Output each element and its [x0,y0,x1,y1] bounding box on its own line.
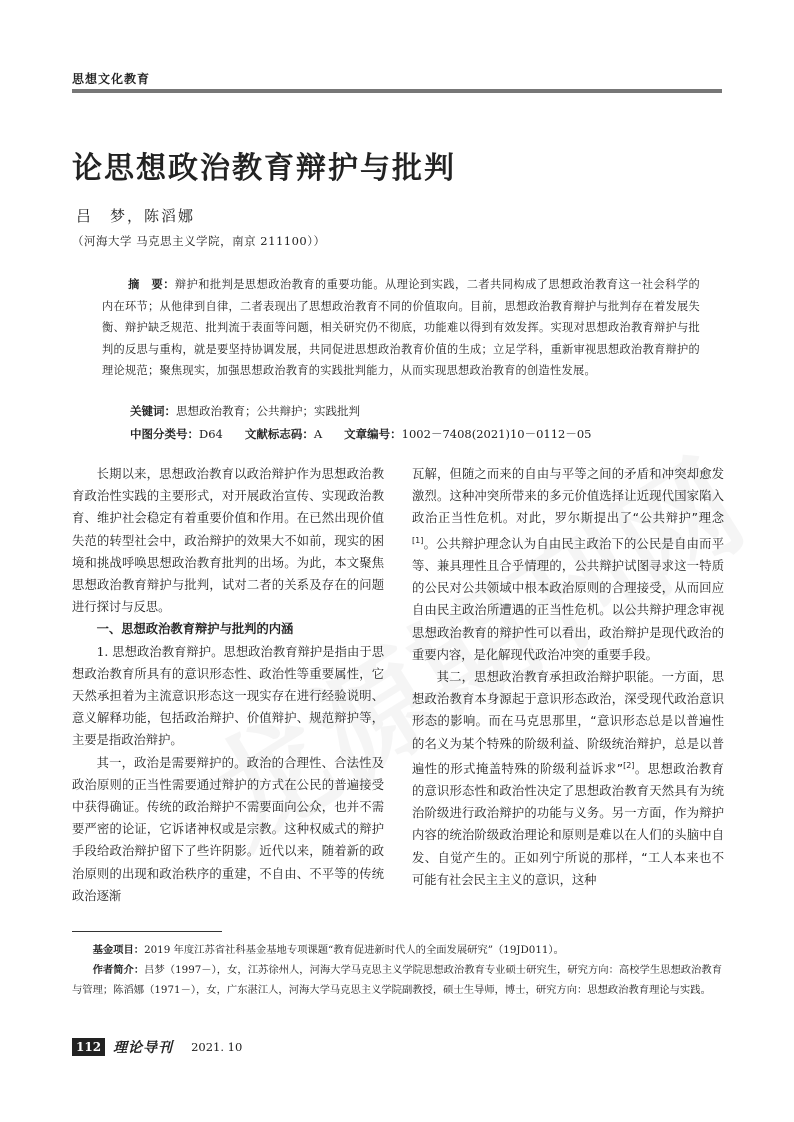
page-footer [72,1037,242,1057]
paragraph-text: 。思想政治教育的意识形态性和政治性决定了思想政治教育天然具有为统治阶级进行政治辩护的功能与义务。另一方面，作为辩护内容的统治阶级政治理论和原则是难以在人们的头脑中自发、自觉产生的。正如列宁所说的那样，“工人本来也不可能有社会民主主义的意识，这种 [412,761,724,887]
paragraph: 其一，政治是需要辩护的。政治的合理性、合法性及政治原则的正当性需要通过辩护的方式在公民的普遍接受中获得确证。传统的政治辩护不需要面向公众，也并不需要严密的论证，它诉诸神权或是宗教。这种权威式的辩护手段给政治辩护留下了些许阴影。近代以来，随着新的政治原则的出现和政治秩序的重建，不自由、不平等的传统政治逐渐 [72,755,384,903]
authors: 吕 梦，陈滔娜 [76,207,196,225]
doc-code-label: 文献标志码： [244,427,314,441]
article-no-label: 文章编号： [344,427,402,441]
section-heading: 一、思想政治教育辩护与批判的内涵 [96,622,294,637]
clc-value: D64 [199,427,223,441]
fund-label: 基金项目： [92,944,145,956]
page-number: 112 [72,1038,105,1056]
keywords-text: 思想政治教育；公共辩护；实践批判 [176,404,360,418]
affiliation: （河海大学 马克思主义学院，南京 211100）） [72,234,326,248]
subsection-lead: 1. 思想政治教育辩护。 [96,644,224,659]
classification-line [130,426,591,442]
citation-ref[interactable]: [1] [412,535,424,545]
citation-ref[interactable]: [2] [623,760,635,770]
abstract [102,274,700,382]
article-title: 论思想政治教育辩护与批判 [72,151,456,186]
paragraph-text: 瓦解，但随之而来的自由与平等之间的矛盾和冲突却愈发激烈。这种冲突所带来的多元价值选择让近现代国家陷入政治正当性危机。对此，罗尔斯提出了“公共辩护”理念 [412,467,724,526]
abstract-text: 辩护和批判是思想政治教育的重要功能。从理论到实践，二者共同构成了思想政治教育这一社会科学的内在环节；从他律到自律，二者表现出了思想政治教育不同的价值取向。目前，思想政治教育辩护与批判存在着发展失衡、辩护缺乏规范、批判流于表面等问题，相关研究仍不彻底，功能难以得到有效发挥。实现对思想政治教育辩护与批判的反思与重构，就是要坚持协调发展，共同促进思想政治教育价值的生成；立足学科，重新审视思想政治教育辩护的理论规范；聚焦现实，加强思想政治教育的实践批判能力，从而实现思想政治教育的创造性发展。 [102,278,700,377]
header-rule [72,89,722,93]
paragraph: 长期以来，思想政治教育以政治辩护作为思想政治教育政治性实践的主要形式，对开展政治宣传、实现政治教育、维护社会稳定有着重要价值和作用。在已然出现价值失范的转型社会中，政治辩护的效果大不如前，现实的困境和挑战呼唤思想政治教育批判的出场。为此，本文聚焦思想政治教育辩护与批判，试对二者的关系及存在的问题进行探讨与反思。 [72,467,384,615]
author-bio-label: 作者简介： [92,964,145,976]
issue-number: 2021. 10 [191,1040,243,1054]
journal-name: 理论导刊 [113,1040,174,1056]
right-column [412,463,724,891]
paragraph-text: 思想政治教育辩护是指由于思想政治教育所具有的意识形态性、政治性等重要属性，它天然承担着为主流意识形态这一现实存在进行经验说明、意义解释功能，包括政治辩护、价值辩护、规范辩护等，主要是指政治辩护。 [72,644,384,748]
section-label: 思想文化教育 [72,72,151,86]
paragraph [412,666,724,891]
keywords-label: 关键词： [130,404,176,418]
clc-label: 中图分类号： [130,427,199,441]
doc-code-value: A [313,427,323,441]
keywords [130,403,360,419]
article-no-value: 1002－7408(2021)10－0112－05 [401,427,592,441]
paragraph [412,463,724,666]
abstract-label: 摘 要： [128,278,175,291]
left-column [72,463,384,907]
paragraph [72,641,384,752]
footnote-rule [72,931,222,932]
footnotes [72,940,722,1000]
fund-text: 2019 年度江苏省社科基金基地专项课题“教育促进新时代人的全面发展研究”（19JD011）。 [144,944,564,956]
author-bio-text: 吕梦（1997－），女，江苏徐州人，河海大学马克思主义学院思想政治教育专业硕士研究生，研究方向：高校学生思想政治教育与管理；陈滔娜（1971－），女，广东湛江人，河海大学马克思主义学院副教授，硕士生导师，博士，研究方向：思想政治教育理论与实践。 [72,964,722,996]
paragraph-text: 。公共辩护理念认为自由民主政治下的公民是自由而平等、兼具理性且合乎情理的，公共辩护试图寻求这一特质的公民对公共领域中根本政治原则的合理接受，从而回应自由民主政治所遭遇的正当性危机。以公共辩护理念审视思想政治教育的辩护性可以看出，政治辩护是现代政治的重要内容，是化解现代政治冲突的重要手段。 [412,536,724,662]
paragraph-text: 其二，思想政治教育承担政治辩护职能。一方面，思想政治教育本身源起于意识形态政治，深受现代政治意识形态的影响。而在马克思那里，“意识形态总是以普遍性的名义为某个特殊的阶级利益、阶级统治辩护，总是以普遍性的形式掩盖特殊的阶级利益诉求” [412,669,724,776]
